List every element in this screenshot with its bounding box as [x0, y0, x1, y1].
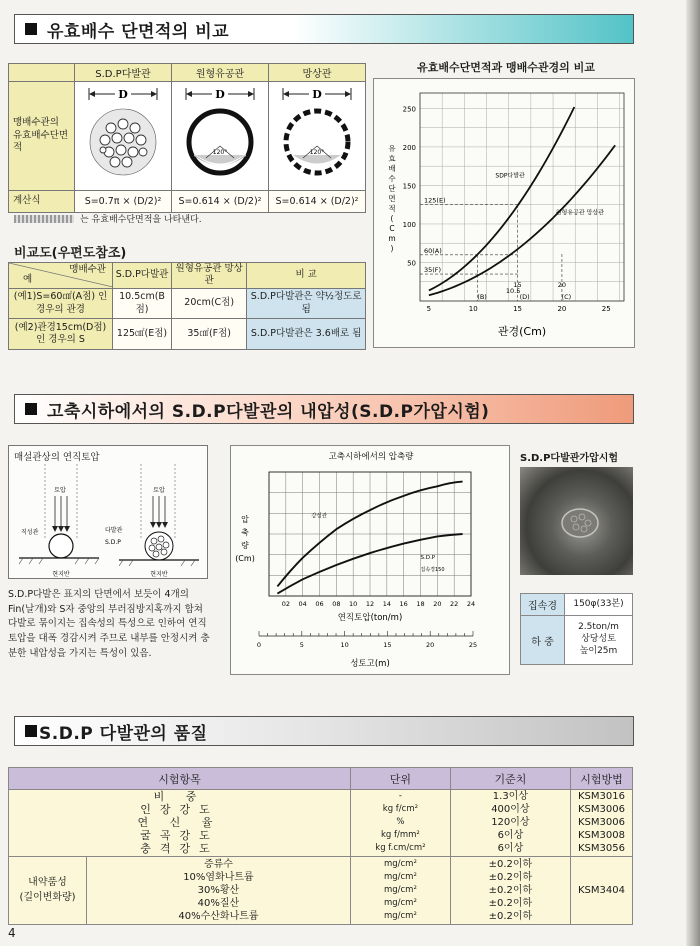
x-tick-label: 24	[466, 600, 476, 608]
compare-row-label: (예1)S=60㎠(A점) 인 경우의 관경	[9, 288, 113, 319]
q-standards-chemical: ±0.2이하 ±0.2이하 ±0.2이하 ±0.2이하 ±0.2이하	[450, 856, 570, 924]
reference-label: 60(A)	[424, 246, 442, 255]
chart1-svg	[374, 79, 636, 349]
series-label-sdp: 집속경150	[420, 566, 445, 573]
soil-label: 토압	[54, 487, 66, 494]
x-axis-label: 연직토압(ton/m)	[337, 613, 403, 623]
x-tick-label: 06	[315, 600, 324, 608]
x-tick-label: 16	[399, 600, 408, 608]
y-axis-label: (	[390, 214, 394, 223]
corner-cell	[9, 263, 113, 289]
col-header-mesh: 망상관	[269, 64, 366, 82]
cond-label-load: 하 중	[521, 616, 565, 665]
x2-axis-label: 성토고(m)	[350, 659, 390, 669]
row-label-formula: 계산식	[9, 190, 75, 212]
soil-pressure-diagram	[8, 445, 208, 579]
series-line-sdp	[429, 107, 574, 290]
cond-label-diameter: 집속경	[521, 594, 565, 616]
y-axis-label: 면	[388, 194, 396, 203]
soil-label: 다발관	[105, 527, 123, 534]
chart2-svg	[231, 446, 511, 676]
compare-header-bi: 비 교	[247, 263, 366, 289]
y-axis-label: m	[388, 234, 396, 243]
y-axis-label: 수	[388, 174, 396, 183]
x-tick-label: 25	[601, 305, 611, 313]
x-tick-label: 14	[382, 600, 391, 608]
col-header-round: 원형유공관	[172, 64, 269, 82]
reference-label: 35(F)	[424, 266, 442, 275]
plot-area	[420, 93, 624, 301]
col-header-sdp: S.D.P다발관	[75, 64, 172, 82]
y-tick-label: 150	[402, 182, 416, 191]
page-edge-shadow	[686, 0, 700, 946]
series-label-round: 원형유공관 망상관	[555, 209, 604, 217]
y-tick-label: 250	[402, 105, 416, 114]
chart1-title: 유효배수단면적과 맹배수관경의 비교	[417, 61, 595, 74]
round-pipe-illustration	[172, 82, 269, 191]
q-items-chemical: 증류수 10%염화나트륨 30%황산 40%질산 40%수산화나트륨	[87, 856, 351, 924]
diameter-label: D	[312, 88, 322, 102]
formula-sdp: S=0.7π × (D/2)²	[75, 190, 172, 212]
x2-tick-label: 25	[468, 641, 478, 649]
x-tick-label: 18	[416, 600, 425, 608]
section-header-drainage	[14, 14, 634, 44]
x-tick-label: 15	[513, 305, 523, 313]
hatch-swatch	[14, 215, 74, 223]
x2-tick-label: 20	[426, 641, 435, 649]
cond-value-load: 2.5ton/m 상당성토 높이25m	[565, 616, 633, 665]
square-bullet-icon	[25, 725, 37, 737]
q-label-chemical: 내약품성 (길이변화량)	[9, 856, 87, 924]
compare-cell-bi: S.D.P다발관은 약½정도로 됨	[247, 288, 366, 319]
soil-diagram-title: 매설관상의 연직토압	[14, 452, 100, 463]
q-header-method: 시험방법	[570, 768, 632, 790]
q-header-item: 시험항목	[9, 768, 351, 790]
x-tick-label: 12	[365, 600, 375, 608]
compare-cell-other: 35㎠(F점)	[172, 319, 247, 350]
section-title: 고축시하에서의 S.D.P다발관의 내압성(S.D.P가압시험)	[47, 401, 490, 422]
reference-label: (D)	[519, 293, 530, 301]
soil-label: 현지반	[150, 571, 168, 578]
q-units-chemical: mg/cm² mg/cm² mg/cm² mg/cm² mg/cm²	[350, 856, 450, 924]
corner-bottom: 예	[23, 274, 33, 286]
y-axis-label: 유	[388, 144, 396, 153]
chart1-frame	[373, 78, 635, 348]
y-axis-label: (Cm)	[235, 554, 255, 563]
x2-tick-label: 10	[340, 641, 349, 649]
q-units-physical: - kg f/cm² % kg f/mm² kg f.cm/cm²	[350, 790, 450, 856]
compare-cell-sdp: 10.5cm(B점)	[113, 288, 172, 319]
compare-table	[8, 262, 366, 350]
soil-label: 직성관	[21, 529, 39, 536]
x-tick-label: 22	[450, 600, 459, 608]
test-condition-table	[520, 593, 633, 665]
x2-tick-label: 0	[256, 641, 262, 649]
angle-label: 120°	[309, 149, 325, 157]
y-tick-label: 200	[402, 143, 416, 152]
x-tick-label: 10	[468, 305, 478, 313]
q-header-standard: 기준치	[450, 768, 570, 790]
square-bullet-icon	[25, 23, 37, 35]
reference-label: (B)	[477, 293, 487, 301]
photo-title: S.D.P다발관가압시험	[520, 453, 619, 464]
y-tick-label: 100	[402, 220, 416, 229]
y-axis-label: )	[390, 244, 394, 253]
q-method-chemical: KSM3404	[570, 856, 632, 924]
pressure-test-photo	[520, 467, 633, 575]
section-header-pressure	[14, 394, 634, 424]
x-axis-label: 관경(Cm)	[497, 325, 547, 338]
soil-label: 토압	[153, 487, 165, 494]
q-header-unit: 단위	[350, 768, 450, 790]
series-label-sdp: SDP다발관	[495, 172, 525, 180]
note-text: 는 유효배수단면적을 나타낸다.	[80, 215, 202, 225]
soil-label: S.D.P	[105, 539, 121, 546]
square-bullet-icon	[25, 403, 37, 415]
sdp-description: S.D.P다발은 표지의 단면에서 보듯이 4개의 Fin(날개)와 S자 중앙의 부러짐방지혹까지 합쳐 다발로 묶이지는 집속성의 특성으로 인하여 연직토압을 대폭 경감시켜 주므로 내부를 안정시켜 충분한 내압성을 가지는 특성이 있음.	[8, 589, 210, 659]
mesh-pipe-illustration	[269, 82, 366, 191]
page-number: 4	[8, 926, 16, 940]
compare-cell-other: 20cm(C점)	[172, 288, 247, 319]
y-axis-label: 적	[388, 204, 396, 213]
y-axis-label: 효	[388, 154, 396, 163]
formula-mesh: S=0.614 × (D/2)²	[269, 190, 366, 212]
y-tick-label: 50	[407, 259, 416, 268]
row-label-area: 맹배수관의 유효배수단면적	[9, 82, 75, 191]
y-axis-label: 배	[388, 164, 396, 173]
compare-header-other: 원형유공관 망상관	[172, 263, 247, 289]
y-axis-label: C	[389, 224, 395, 233]
compare-cell-bi: S.D.P다발관은 3.6배로 됨	[247, 319, 366, 350]
q-items-physical: 비 중 인장강도 연 신 율 굴곡강도 충격강도	[9, 790, 351, 856]
diameter-label: D	[215, 88, 225, 102]
series-label-sdp: S.D.P	[420, 555, 436, 562]
legend-note	[14, 212, 202, 225]
formula-round: S=0.614 × (D/2)²	[172, 190, 269, 212]
x-tick-label: 08	[332, 600, 341, 608]
cond-value-diameter: 150φ(33본)	[565, 594, 633, 616]
compare-title: 비교도(우편도참조)	[14, 246, 127, 261]
x-tick-label: 04	[298, 600, 307, 608]
x-tick-label: 02	[281, 600, 290, 608]
reference-label: 125(E)	[424, 196, 446, 205]
chart2-frame	[230, 445, 510, 675]
x2-tick-label: 5	[299, 641, 304, 649]
y-axis-label: 량	[241, 541, 249, 550]
compare-cell-sdp: 125㎠(E점)	[113, 319, 172, 350]
series-label-rigid: 강성관	[311, 513, 328, 520]
diameter-label: D	[118, 88, 128, 102]
angle-label: 120°	[212, 149, 228, 157]
reference-label: 15	[513, 281, 522, 289]
x2-tick-label: 15	[383, 641, 392, 649]
section-title: S.D.P 다발관의 품질	[39, 723, 208, 744]
compare-row-label: (예2)관경15cm(D점) 인 경우의 S	[9, 319, 113, 350]
x-tick-label: 5	[426, 305, 432, 313]
chart2-title: 고축시하에서의 압축량	[328, 452, 414, 462]
y-axis-label: 축	[241, 528, 249, 537]
quality-table	[8, 767, 633, 925]
x-tick-label: 10	[349, 600, 358, 608]
reference-label: 10.5	[505, 287, 521, 295]
compare-header-sdp: S.D.P다발관	[113, 263, 172, 289]
pipe-comparison-table	[8, 63, 366, 213]
q-standards-physical: 1.3이상 400이상 120이상 6이상 6이상	[450, 790, 570, 856]
x-tick-label: 20	[433, 600, 442, 608]
sdp-pipe-illustration	[75, 82, 172, 191]
q-methods-physical: KSM3016 KSM3006 KSM3006 KSM3008 KSM3056	[570, 790, 632, 856]
x-tick-label: 20	[557, 305, 567, 313]
y-axis-label: 압	[241, 515, 249, 524]
section-header-quality	[14, 716, 634, 746]
soil-label: 현지반	[52, 571, 70, 578]
reference-label: 20	[557, 281, 567, 289]
section-title: 유효배수 단면적의 비교	[47, 21, 230, 42]
y-axis-label: 단	[388, 184, 396, 193]
corner-top: 맹배수관	[69, 264, 106, 275]
reference-label: (C)	[561, 293, 572, 301]
